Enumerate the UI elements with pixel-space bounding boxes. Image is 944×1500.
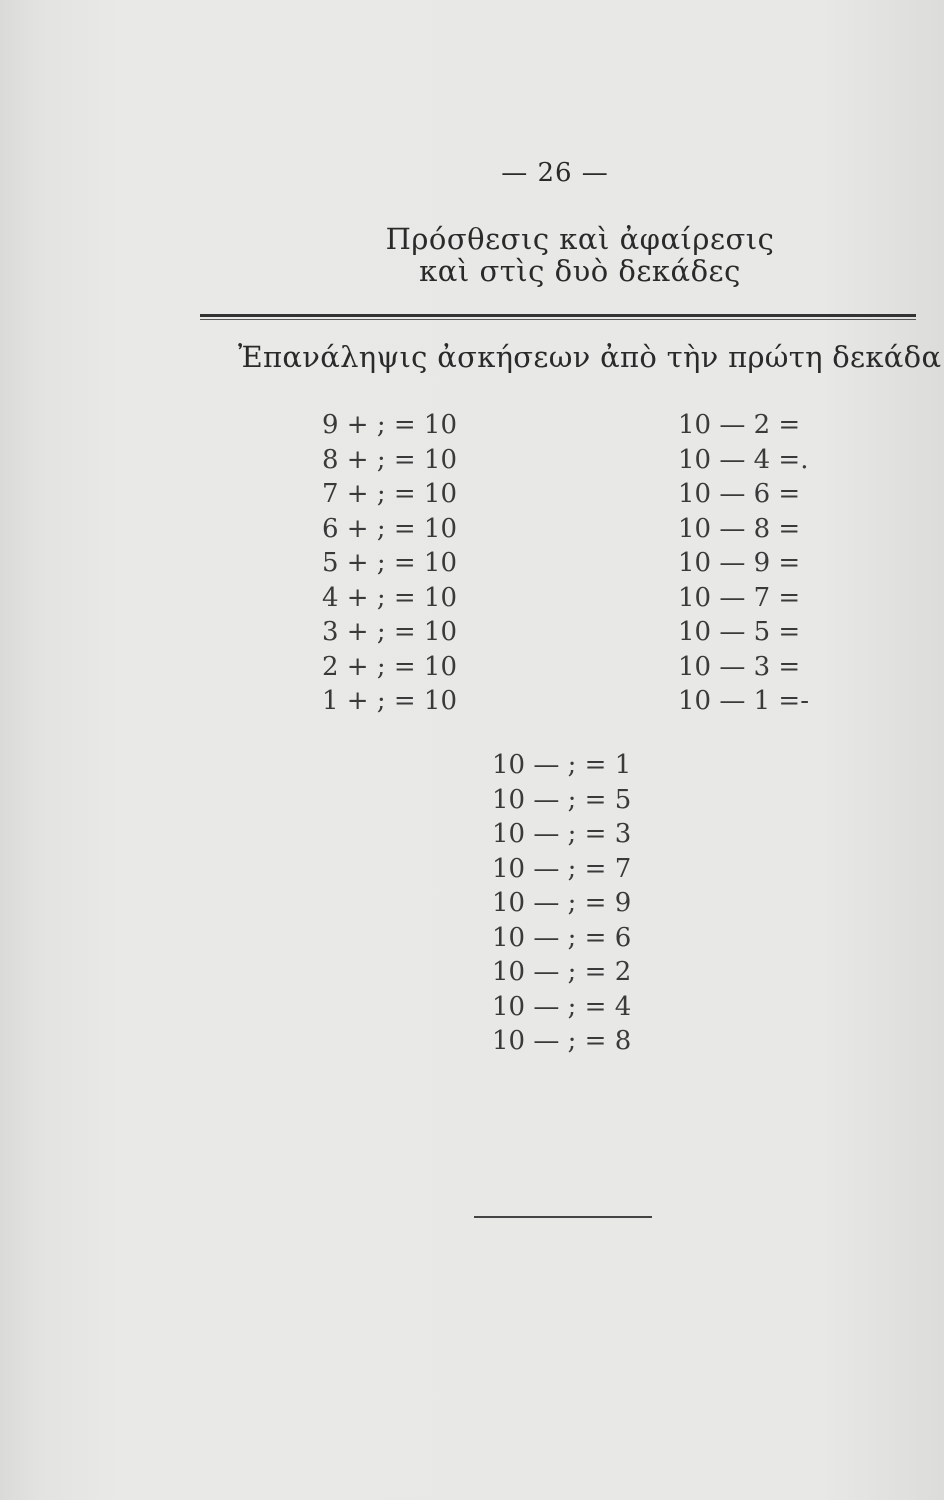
exercise-line: 1 + ; = 10 xyxy=(322,686,458,716)
exercise-line: 3 + ; = 10 xyxy=(322,617,458,647)
exercise-line: 10 — 5 = xyxy=(678,617,801,647)
exercise-line: 10 — ; = 8 xyxy=(492,1026,632,1056)
exercise-line: 10 — ; = 9 xyxy=(492,888,632,918)
exercise-line: 10 — ; = 3 xyxy=(492,819,632,849)
exercise-line: 10 — 4 =. xyxy=(678,444,809,475)
page-number: — 26 — xyxy=(501,158,609,188)
exercise-line: 8 + ; = 10 xyxy=(322,444,458,475)
subtraction-exercise-list xyxy=(678,408,809,719)
missing-subtrahend-exercise-list xyxy=(492,748,631,1059)
exercise-line: 10 — ; = 1 xyxy=(492,750,632,780)
title-divider xyxy=(200,314,916,317)
title-line-1: Πρόσθεσις καὶ ἀφαίρεσις xyxy=(385,222,775,256)
exercise-line: 10 — ; = 6 xyxy=(492,922,632,953)
exercise-line: 10 — ; = 7 xyxy=(492,853,632,884)
exercise-line: 10 — 8 = xyxy=(678,513,801,544)
addition-exercise-list xyxy=(322,408,457,719)
exercise-line: 10 — ; = 5 xyxy=(492,784,632,815)
exercise-line: 10 — 9 = xyxy=(678,548,801,578)
exercise-line: 10 — 3 = xyxy=(678,651,801,682)
exercise-line: 6 + ; = 10 xyxy=(322,513,458,544)
exercise-line: 10 — ; = 4 xyxy=(492,991,632,1022)
exercise-line: 7 + ; = 10 xyxy=(322,479,458,509)
closing-divider xyxy=(474,1216,652,1218)
section-subtitle: Ἐπανάληψις ἀσκήσεων ἀπὸ τὴν πρώτη δεκάδα xyxy=(238,340,942,374)
exercise-line: 10 — 1 =- xyxy=(678,686,809,716)
exercise-line: 10 — ; = 2 xyxy=(492,957,632,987)
exercise-line: 9 + ; = 10 xyxy=(322,410,458,440)
exercise-line: 2 + ; = 10 xyxy=(322,651,458,682)
exercise-line: 10 — 6 = xyxy=(678,479,801,509)
exercise-line: 10 — 7 = xyxy=(678,582,801,613)
exercise-line: 5 + ; = 10 xyxy=(322,548,458,578)
title-line-2: καὶ στὶς δυὸ δεκάδες xyxy=(419,254,741,288)
exercise-line: 4 + ; = 10 xyxy=(322,582,458,613)
exercise-line: 10 — 2 = xyxy=(678,410,801,440)
